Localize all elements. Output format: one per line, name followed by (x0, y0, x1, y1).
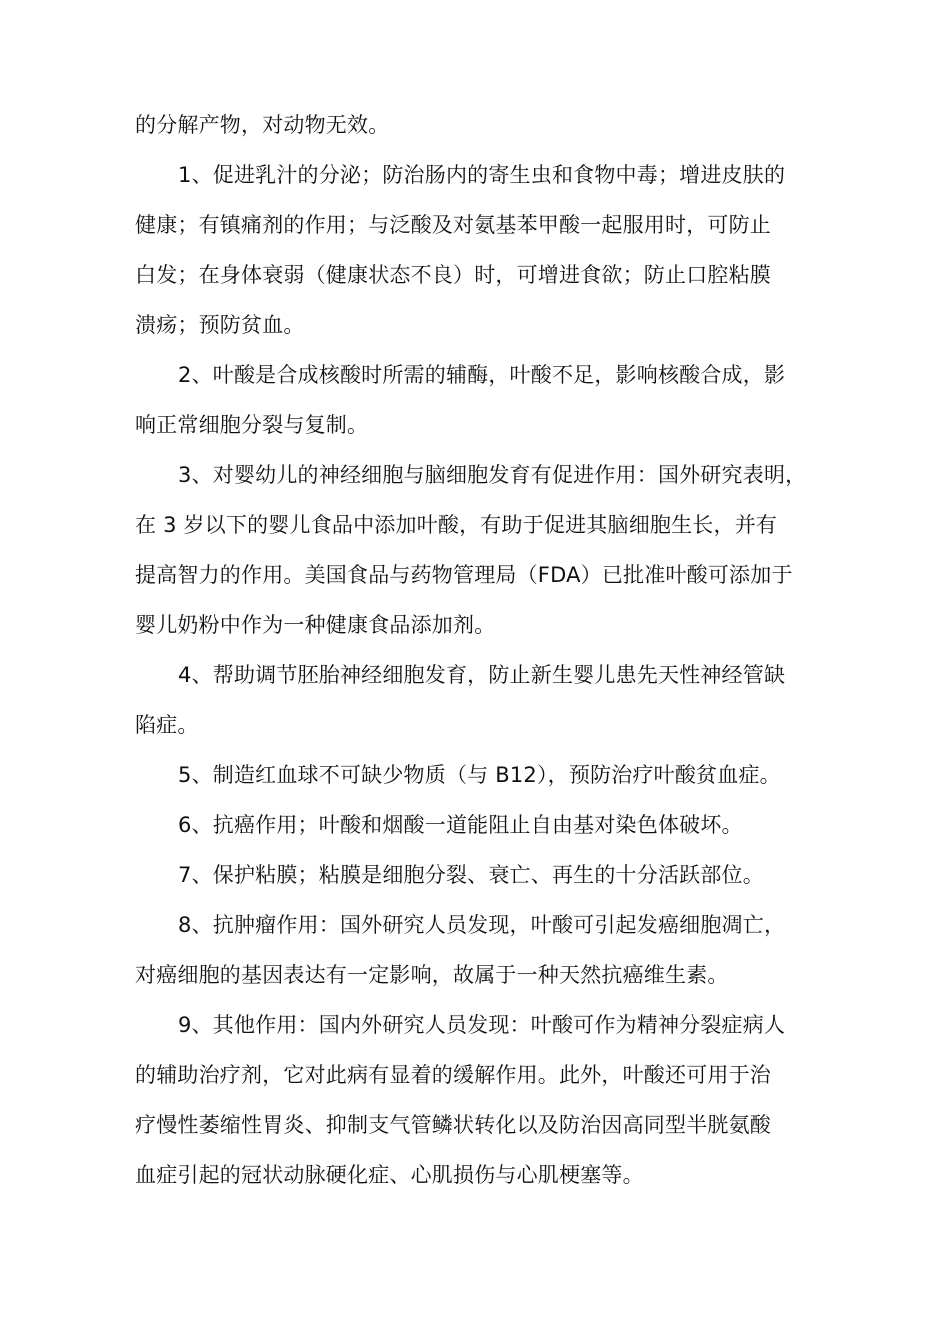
text-line: 溃疡；预防贫血。 (135, 313, 305, 337)
text-line: 血症引起的冠状动脉硬化症、心肌损伤与心肌梗塞等。 (135, 1163, 644, 1187)
body-text (135, 100, 830, 1200)
text-line: 2、叶酸是合成核酸时所需的辅酶，叶酸不足，影响核酸合成，影 (178, 363, 786, 387)
text-line: 响正常细胞分裂与复制。 (135, 413, 369, 437)
text-line: 5、制造红血球不可缺少物质（与 B12），预防治疗叶酸贫血症。 (178, 763, 781, 787)
text-line: 7、保护粘膜；粘膜是细胞分裂、衰亡、再生的十分活跃部位。 (178, 863, 764, 887)
text-line: 白发；在身体衰弱（健康状态不良）时，可增进食欲；防止口腔粘膜 (135, 263, 771, 287)
text-line: 对癌细胞的基因表达有一定影响，故属于一种天然抗癌维生素。 (135, 963, 729, 987)
text-line: 3、对婴幼儿的神经细胞与脑细胞发育有促进作用：国外研究表明， (178, 463, 807, 487)
text-line: 6、抗癌作用；叶酸和烟酸一道能阻止自由基对染色体破坏。 (178, 813, 743, 837)
text-line: 的分解产物，对动物无效。 (135, 113, 390, 137)
text-line: 提高智力的作用。美国食品与药物管理局（FDA）已批准叶酸可添加于 (135, 563, 793, 587)
text-line: 8、抗肿瘤作用：国外研究人员发现，叶酸可引起发癌细胞凋亡， (178, 913, 786, 937)
text-line: 疗慢性萎缩性胃炎、抑制支气管鳞状转化以及防治因高同型半胱氨酸 (135, 1113, 771, 1137)
text-line: 在 3 岁以下的婴儿食品中添加叶酸，有助于促进其脑细胞生长，并有 (135, 513, 778, 537)
text-line: 的辅助治疗剂，它对此病有显着的缓解作用。此外，叶酸还可用于治 (135, 1063, 771, 1087)
text-line: 4、帮助调节胚胎神经细胞发育，防止新生婴儿患先天性神经管缺 (178, 663, 786, 687)
text-line: 1、促进乳汁的分泌；防治肠内的寄生虫和食物中毒；增进皮肤的 (178, 163, 786, 187)
text-line: 健康；有镇痛剂的作用；与泛酸及对氨基苯甲酸一起服用时，可防止 (135, 213, 771, 237)
text-line: 9、其他作用：国内外研究人员发现：叶酸可作为精神分裂症病人 (178, 1013, 786, 1037)
text-line: 陷症。 (135, 713, 199, 737)
text-line: 婴儿奶粉中作为一种健康食品添加剂。 (135, 613, 496, 637)
